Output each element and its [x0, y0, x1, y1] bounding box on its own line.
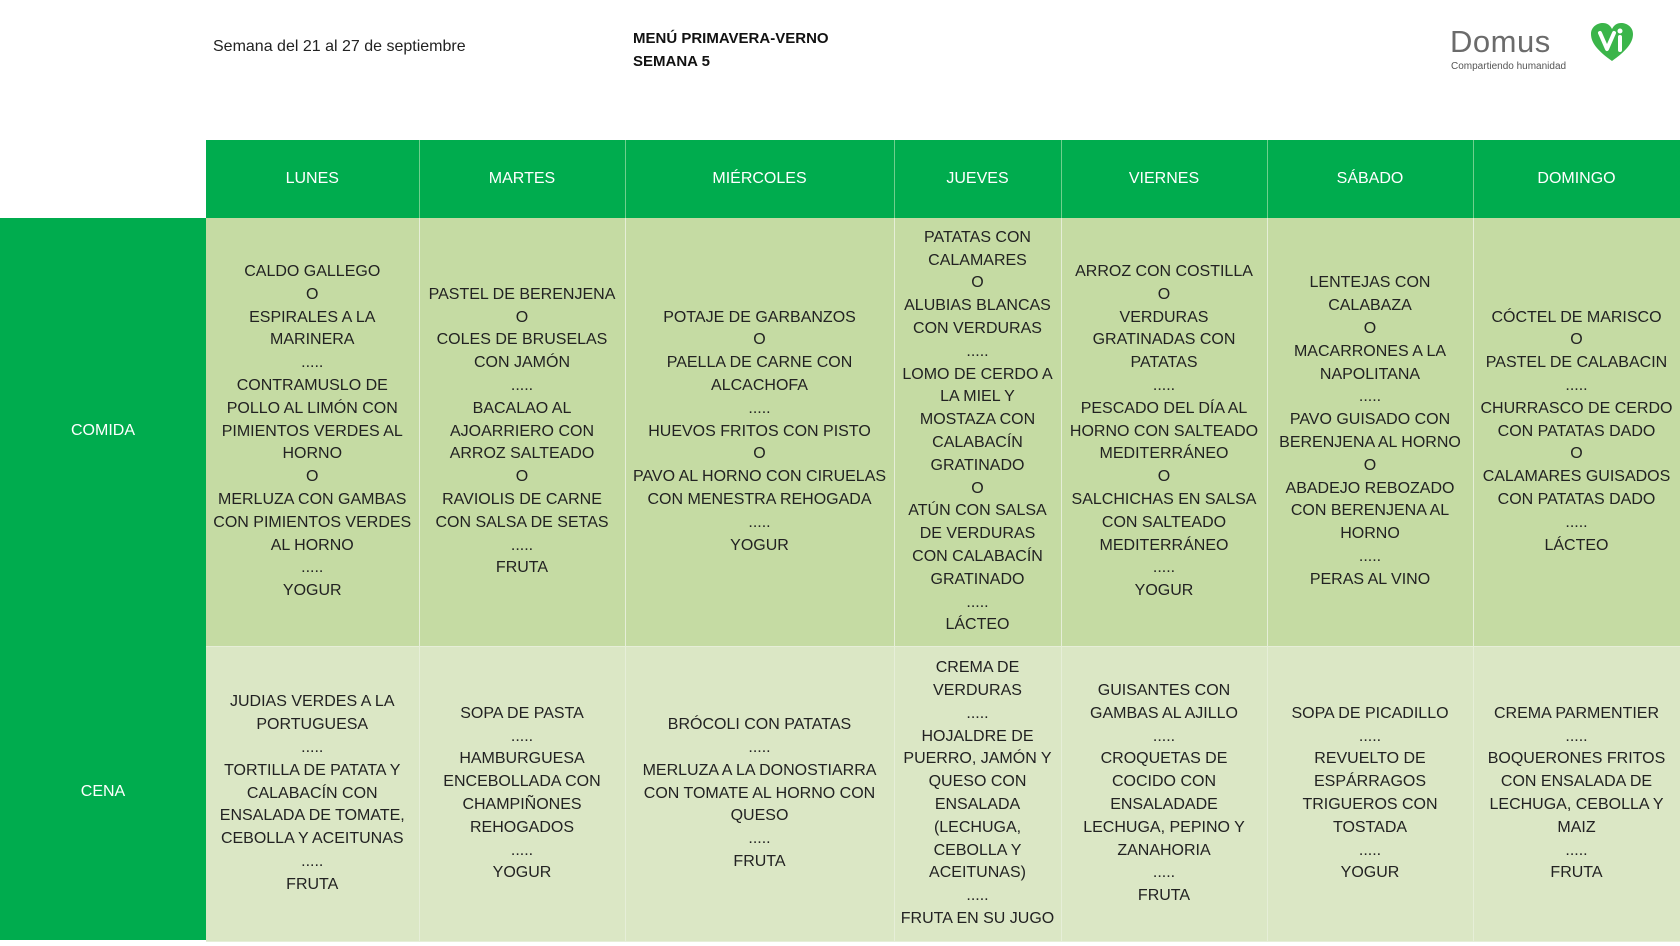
- day-header-martes: MARTES: [419, 140, 625, 218]
- dish-line: .....: [510, 536, 534, 554]
- dish-line: CALDO GALLEGO: [244, 263, 381, 281]
- dish-line: MERLUZA CON GAMBAS CON PIMIENTOS VERDES AL HORNO: [213, 490, 412, 554]
- dish-line: O: [1157, 285, 1171, 303]
- dish-line: ESPIRALES A LA MARINERA: [249, 308, 376, 349]
- dish-line: BRÓCOLI CON PATATAS: [667, 716, 852, 734]
- dish-line: .....: [510, 377, 534, 394]
- dish-line: CALAMARES GUISADOS CON PATATAS DADO: [1482, 468, 1671, 508]
- dish-line: LOMO DE CERDO A LA MIEL Y MOSTAZA CON CALABACÍN GRATINADO: [902, 365, 1053, 474]
- dish-line: YOGUR: [492, 864, 552, 882]
- dish-line: RAVIOLIS DE CARNE CON SALSA DE SETAS: [435, 490, 609, 531]
- dish-line: .....: [748, 739, 771, 756]
- heart-vi-logo-icon: [1588, 22, 1636, 64]
- day-header-sábado: SÁBADO: [1267, 140, 1473, 218]
- menu-cell-comida-5: [1267, 218, 1473, 647]
- dish-line: FRUTA: [733, 852, 786, 870]
- dish-line: ATÚN CON SALSA DE VERDURAS CON CALABACÍN GRATINADO: [908, 502, 1047, 588]
- dish-line: YOGUR: [282, 582, 342, 600]
- menu-cell-cena-2: [625, 647, 894, 942]
- dish-line: FRUTA: [495, 559, 549, 577]
- dish-line: .....: [301, 852, 324, 870]
- dish-line: GUISANTES CON GAMBAS AL AJILLO: [1090, 682, 1238, 722]
- dish-line: .....: [748, 830, 771, 848]
- menu-title: [633, 27, 829, 73]
- dish-line: .....: [1358, 727, 1382, 745]
- dish-line: CÓCTEL DE MARISCO: [1491, 308, 1662, 326]
- weekly-menu-table: [206, 140, 1680, 942]
- dish-line: PAVO GUISADO CON BERENJENA AL HORNO: [1279, 411, 1461, 451]
- logo-wordmark: Domus: [1450, 24, 1551, 59]
- dish-line: BACALAO AL AJOARRIERO CON ARROZ SALTEADO: [449, 399, 595, 463]
- dish-line: SOPA DE PICADILLO: [1291, 704, 1449, 722]
- dish-line: YOGUR: [730, 536, 789, 554]
- dish-line: FRUTA: [1137, 887, 1191, 905]
- dish-line: MACARRONES A LA NAPOLITANA: [1293, 342, 1447, 383]
- menu-cell-comida-0: [206, 218, 419, 647]
- dish-line: HUEVOS FRITOS CON PISTO: [648, 422, 871, 440]
- dish-line: O: [971, 479, 984, 497]
- dish-line: .....: [1152, 864, 1176, 882]
- logo-tagline: Compartiendo humanidad: [1451, 61, 1567, 72]
- dish-line: POTAJE DE GARBANZOS: [663, 308, 856, 326]
- dish-line: LÁCTEO: [1544, 536, 1609, 554]
- menu-cell-cena-3: [894, 647, 1061, 942]
- dish-line: FRUTA: [1550, 864, 1603, 882]
- dish-line: O: [971, 274, 984, 292]
- menu-cell-cena-1: [419, 647, 625, 942]
- dish-line: .....: [966, 593, 989, 611]
- menu-cell-comida-2: [625, 218, 894, 647]
- dish-line: CROQUETAS DE COCIDO CON ENSALADADE LECHUGA, PEPINO Y ZANAHORIA: [1083, 750, 1245, 859]
- dish-line: CREMA PARMENTIER: [1493, 704, 1660, 722]
- dish-line: .....: [1152, 377, 1176, 394]
- day-header-domingo: DOMINGO: [1473, 140, 1680, 218]
- dish-line: .....: [1565, 727, 1588, 745]
- dish-line: PESCADO DEL DÍA AL HORNO CON SALTEADO MEDITERRÁNEO: [1069, 399, 1259, 463]
- dish-line: .....: [1152, 559, 1176, 577]
- dish-line: .....: [510, 841, 534, 859]
- dish-line: LÁCTEO: [945, 616, 1010, 634]
- menu-cell-cena-4: [1061, 647, 1267, 942]
- dish-line: O: [1363, 320, 1377, 338]
- dish-line: .....: [301, 739, 324, 756]
- menu-title-line2: SEMANA 5: [633, 53, 710, 70]
- menu-title-line1: MENÚ PRIMAVERA-VERNO: [633, 30, 829, 47]
- dish-line: ARROZ CON COSTILLA: [1075, 263, 1253, 281]
- dish-line: HOJALDRE DE PUERRO, JAMÓN Y QUESO CON ENSALADA (LECHUGA, CEBOLLA Y ACEITUNAS): [903, 727, 1052, 882]
- dish-line: VERDURAS GRATINADAS CON PATATAS: [1092, 308, 1236, 372]
- dish-line: .....: [301, 559, 324, 577]
- dish-line: FRUTA EN SU JUGO: [900, 909, 1055, 927]
- dish-line: LENTEJAS CON CALABAZA: [1309, 274, 1431, 315]
- dish-line: PATATAS CON CALAMARES: [924, 228, 1031, 269]
- dish-line: PERAS AL VINO: [1309, 570, 1431, 588]
- day-header-row: [206, 140, 1680, 218]
- dish-line: YOGUR: [1134, 582, 1194, 600]
- menu-cell-cena-5: [1267, 647, 1473, 942]
- dish-line: .....: [1565, 377, 1588, 394]
- dish-line: .....: [966, 887, 989, 905]
- dish-line: O: [1157, 468, 1171, 486]
- domus-logo: [1450, 20, 1650, 78]
- menu-cell-comida-6: [1473, 218, 1680, 647]
- dish-line: .....: [748, 513, 771, 531]
- dish-line: .....: [1358, 547, 1382, 565]
- day-header-jueves: JUEVES: [894, 140, 1061, 218]
- dish-line: MERLUZA A LA DONOSTIARRA CON TOMATE AL HORNO CON QUESO: [642, 761, 877, 825]
- dish-line: O: [515, 308, 529, 326]
- dish-line: PASTEL DE CALABACIN: [1485, 354, 1668, 372]
- day-header-miércoles: MIÉRCOLES: [625, 140, 894, 218]
- dish-line: REVUELTO DE ESPÁRRAGOS TRIGUEROS CON TOSTADA: [1302, 750, 1438, 836]
- day-header-lunes: LUNES: [206, 140, 419, 218]
- meal-row-cena: [206, 647, 1680, 942]
- dish-line: SOPA DE PASTA: [460, 704, 584, 722]
- dish-line: CONTRAMUSLO DE POLLO AL LIMÓN CON PIMIENTOS VERDES AL HORNO: [221, 377, 403, 463]
- dish-line: SALCHICHAS EN SALSA CON SALTEADO MEDITERRÁNEO: [1071, 490, 1257, 554]
- dish-line: .....: [1152, 727, 1176, 745]
- dish-line: O: [753, 445, 766, 463]
- dish-line: O: [515, 468, 529, 486]
- dish-line: .....: [1565, 841, 1588, 859]
- dish-line: JUDIAS VERDES A LA PORTUGUESA: [229, 693, 395, 734]
- day-header-viernes: VIERNES: [1061, 140, 1267, 218]
- dish-line: O: [753, 331, 766, 349]
- dish-line: O: [306, 285, 319, 303]
- dish-line: .....: [966, 342, 989, 360]
- menu-cell-comida-4: [1061, 218, 1267, 647]
- dish-line: .....: [1358, 388, 1382, 406]
- dish-line: PAELLA DE CARNE CON ALCACHOFA: [666, 354, 853, 394]
- dish-line: PASTEL DE BERENJENA: [428, 285, 616, 303]
- dish-line: CREMA DE VERDURAS: [933, 659, 1022, 700]
- row-label-cena: CENA: [80, 783, 126, 800]
- dish-line: .....: [510, 727, 534, 745]
- dish-line: FRUTA: [286, 875, 339, 893]
- dish-line: PAVO AL HORNO CON CIRUELAS CON MENESTRA REHOGADA: [632, 468, 887, 508]
- dish-line: O: [1570, 331, 1583, 349]
- week-range: Semana del 21 al 27 de septiembre: [213, 38, 466, 55]
- dish-line: ABADEJO REBOZADO CON BERENJENA AL HORNO: [1285, 479, 1455, 543]
- dish-line: .....: [966, 704, 989, 722]
- dish-line: YOGUR: [1340, 864, 1400, 882]
- dish-line: HAMBURGUESA ENCEBOLLADA CON CHAMPIÑONES REHOGADOS: [443, 750, 601, 836]
- dish-line: O: [306, 468, 319, 486]
- row-label-comida: COMIDA: [71, 422, 135, 439]
- dish-line: BOQUERONES FRITOS CON ENSALADA DE LECHUGA, CEBOLLA Y MAIZ: [1487, 750, 1666, 836]
- menu-cell-cena-6: [1473, 647, 1680, 942]
- menu-cell-comida-1: [419, 218, 625, 647]
- dish-line: O: [1570, 445, 1583, 463]
- meal-row-comida: [206, 218, 1680, 647]
- dish-line: .....: [1358, 841, 1382, 859]
- dish-line: CHURRASCO DE CERDO CON PATATAS DADO: [1480, 399, 1673, 440]
- meal-sidebar: [0, 218, 206, 940]
- dish-line: O: [1363, 456, 1377, 474]
- dish-line: .....: [748, 399, 771, 417]
- dish-line: COLES DE BRUSELAS CON JAMÓN: [436, 331, 608, 372]
- dish-line: TORTILLA DE PATATA Y CALABACÍN CON ENSALADA DE TOMATE, CEBOLLA Y ACEITUNAS: [219, 761, 405, 848]
- dish-line: .....: [301, 354, 324, 372]
- dish-line: .....: [1565, 513, 1588, 531]
- menu-cell-comida-3: [894, 218, 1061, 647]
- dish-line: ALUBIAS BLANCAS CON VERDURAS: [904, 297, 1051, 338]
- menu-cell-cena-0: [206, 647, 419, 942]
